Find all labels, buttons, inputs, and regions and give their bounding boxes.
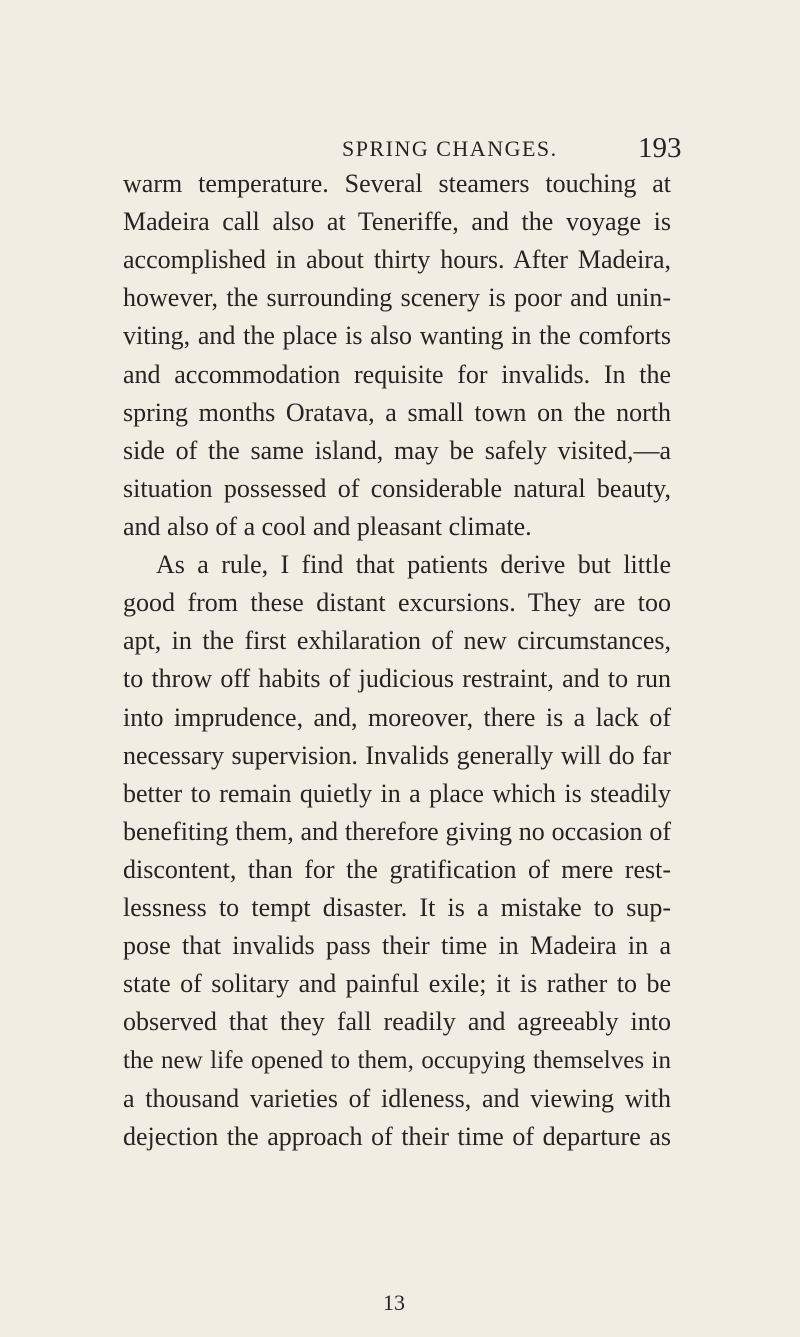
text-line: however, the surrounding scenery is poor and unin-: [123, 283, 671, 313]
text-line: discontent, than for the gratification of mere rest-: [123, 854, 671, 884]
text-line: a thousand varieties of idleness, and viewing with: [123, 1083, 671, 1113]
text-line: situation possessed of considerable natural beauty,: [123, 473, 671, 503]
body-text: [123, 165, 671, 1156]
text-line: the new life opened to them, occupying themselves in: [123, 1046, 671, 1074]
running-head: SPRING CHANGES.: [342, 136, 558, 161]
text-line: better to remain quietly in a place which is steadily: [123, 778, 671, 808]
text-line: state of solitary and painful exile; it is rather to be: [123, 969, 671, 999]
text-line: and accommodation requisite for invalids. In the: [123, 359, 671, 389]
text-line: pose that invalids pass their time in Madeira in a: [123, 931, 671, 961]
text-line: accomplished in about thirty hours. After Madeira,: [123, 245, 671, 275]
signature-mark: 13: [383, 1290, 405, 1315]
text-line: apt, in the first exhilaration of new circumstances,: [123, 626, 671, 656]
text-line: viting, and the place is also wanting in the comforts: [123, 321, 671, 351]
text-line: into imprudence, and, moreover, there is a lack of: [123, 702, 671, 732]
text-line: good from these distant excursions. They are too: [123, 588, 671, 618]
text-line: Madeira call also at Teneriffe, and the voyage is: [123, 207, 671, 237]
text-line: benefiting them, and therefore giving no occasion of: [123, 816, 671, 846]
text-line: observed that they fall readily and agreeably into: [123, 1007, 671, 1037]
page-number: 193: [638, 132, 682, 164]
text-line: dejection the approach of their time of departure as: [123, 1121, 671, 1151]
text-line: side of the same island, may be safely visited,—a: [123, 435, 671, 465]
text-line: spring months Oratava, a small town on the north: [123, 397, 671, 427]
text-line: necessary supervision. Invalids generally will do far: [123, 740, 671, 770]
text-line: to throw off habits of judicious restraint, and to run: [123, 664, 671, 694]
text-line: lessness to tempt disaster. It is a mistake to sup-: [123, 893, 671, 923]
paragraph-start-line: As a rule, I find that patients derive but little: [156, 550, 671, 580]
page-header: [0, 132, 800, 168]
text-line: warm temperature. Several steamers touching at: [123, 169, 671, 198]
paragraph-end-line: and also of a cool and pleasant climate.: [123, 511, 532, 541]
